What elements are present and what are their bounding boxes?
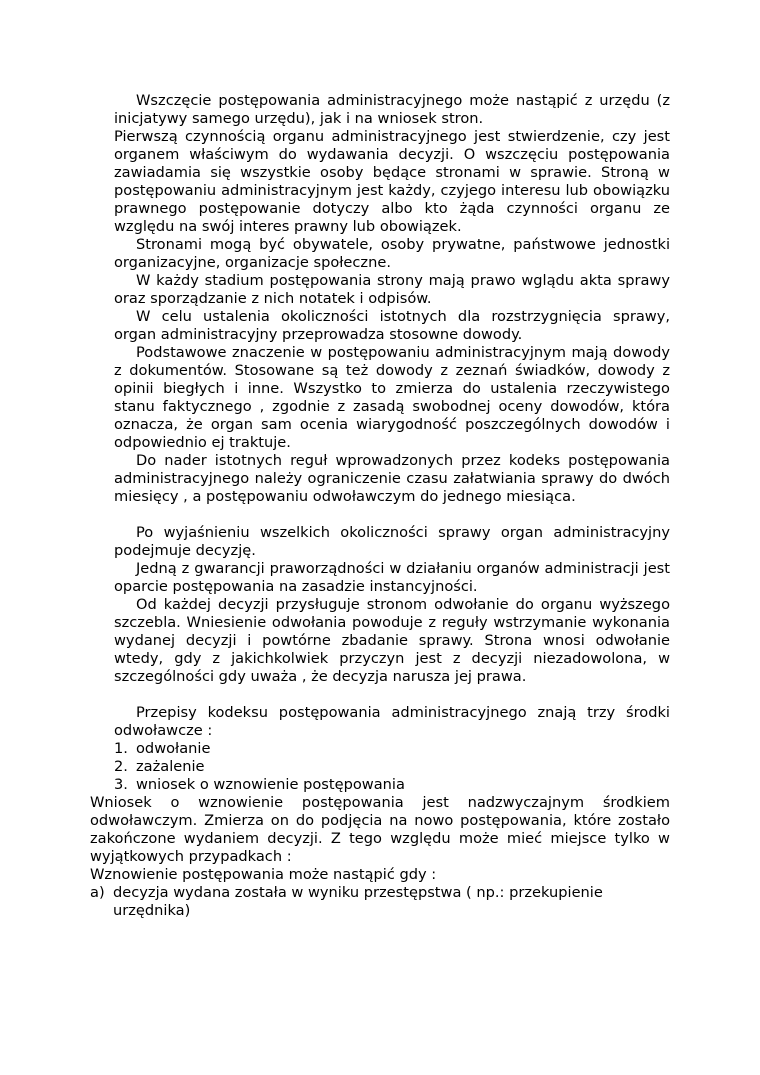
list-item — [114, 740, 670, 758]
paragraph-evidence: W celu ustalenia okoliczności istotnych dla rozstrzygnięcia sprawy, organ administracyjny przeprowadza stosowne dowody. — [114, 308, 670, 343]
list-number: 3. — [114, 776, 128, 793]
paragraph-remedies-intro: Przepisy kodeksu postępowania administracyjnego znają trzy środki odwoławcze : — [114, 704, 670, 739]
paragraph-reopening: Wniosek o wznowienie postępowania jest nadzwyczajnym środkiem odwoławczym. Zmierza on do podjęcia na nowo postępowania, które zostało zakończone wydaniem decyzji. Z tego względu może mieć miejsce tylko w wyjątkowych przypadkach : — [90, 794, 670, 865]
list-text: decyzja wydana została w wyniku przestępstwa ( np.: przekupienie urzędnika) — [113, 884, 603, 919]
list-letter: a) — [90, 884, 105, 901]
paragraph-file-access: W każdy stadium postępowania strony mają prawo wglądu akta sprawy oraz sporządzanie z nich notatek i odpisów. — [114, 272, 670, 307]
conditions-list — [90, 884, 650, 920]
paragraph-instance: Jedną z gwarancji praworządności w działaniu organów administracji jest oparcie postępowania na zasadzie instancyjności. — [114, 560, 670, 595]
paragraph-conditions-intro: Wznowienie postępowania może nastąpić gdy : — [90, 866, 437, 883]
list-text: odwołanie — [136, 740, 211, 757]
list-item — [114, 758, 670, 776]
list-item — [90, 884, 650, 920]
list-item — [114, 776, 670, 794]
paragraph-initiation: Wszczęcie postępowania administracyjnego może nastąpić z urzędu (z inicjatywy samego urzędu), jak i na wniosek stron. — [114, 92, 670, 127]
paragraph-appeal: Od każdej decyzji przysługuje stronom odwołanie do organu wyższego szczebla. Wniesienie odwołania powoduje z reguły wstrzymanie wykonania wydanej decyzji i powtórne zbadanie sprawy. Strona wnosi odwołanie wtedy, gdy z jakichkolwiek przyczyn jest z decyzji niezadowolona, w szczególności gdy uważa , że decyzja narusza jej prawa. — [114, 596, 670, 685]
remedies-list — [114, 740, 670, 794]
paragraph-time-limit: Do nader istotnych reguł wprowadzonych przez kodeks postępowania administracyjnego należy ograniczenie czasu załatwiania sprawy do dwóch miesięcy , a postępowaniu odwoławczym do jednego miesiąca. — [114, 452, 670, 505]
paragraph-competence: Pierwszą czynnością organu administracyjnego jest stwierdzenie, czy jest organem właściwym do wydawania decyzji. O wszczęciu postępowania zawiadamia się wszystkie osoby będące stronami w sprawie. Stroną w postępowaniu administracyjnym jest każdy, czyjego interesu lub obowiązku prawnego postępowanie dotyczy albo kto żąda czynności organu ze względu na swój interes prawny lub obowiązek. — [114, 128, 670, 235]
paragraph-decision: Po wyjaśnieniu wszelkich okoliczności sprawy organ administracyjny podejmuje decyzję. — [114, 524, 670, 559]
list-number: 1. — [114, 740, 128, 757]
list-text: wniosek o wznowienie postępowania — [136, 776, 405, 793]
list-number: 2. — [114, 758, 128, 775]
list-text: zażalenie — [136, 758, 205, 775]
paragraph-parties: Stronami mogą być obywatele, osoby prywatne, państwowe jednostki organizacyjne, organizacje społeczne. — [114, 236, 670, 271]
paragraph-documents: Podstawowe znaczenie w postępowaniu administracyjnym mają dowody z dokumentów. Stosowane są też dowody z zeznań świadków, dowody z opinii biegłych i inne. Wszystko to zmierza do ustalenia rzeczywistego stanu faktycznego , zgodnie z zasadą swobodnej oceny dowodów, która oznacza, że organ sam ocenia wiarygodność poszczególnych dowodów i odpowiednio ej traktuje. — [114, 344, 670, 451]
